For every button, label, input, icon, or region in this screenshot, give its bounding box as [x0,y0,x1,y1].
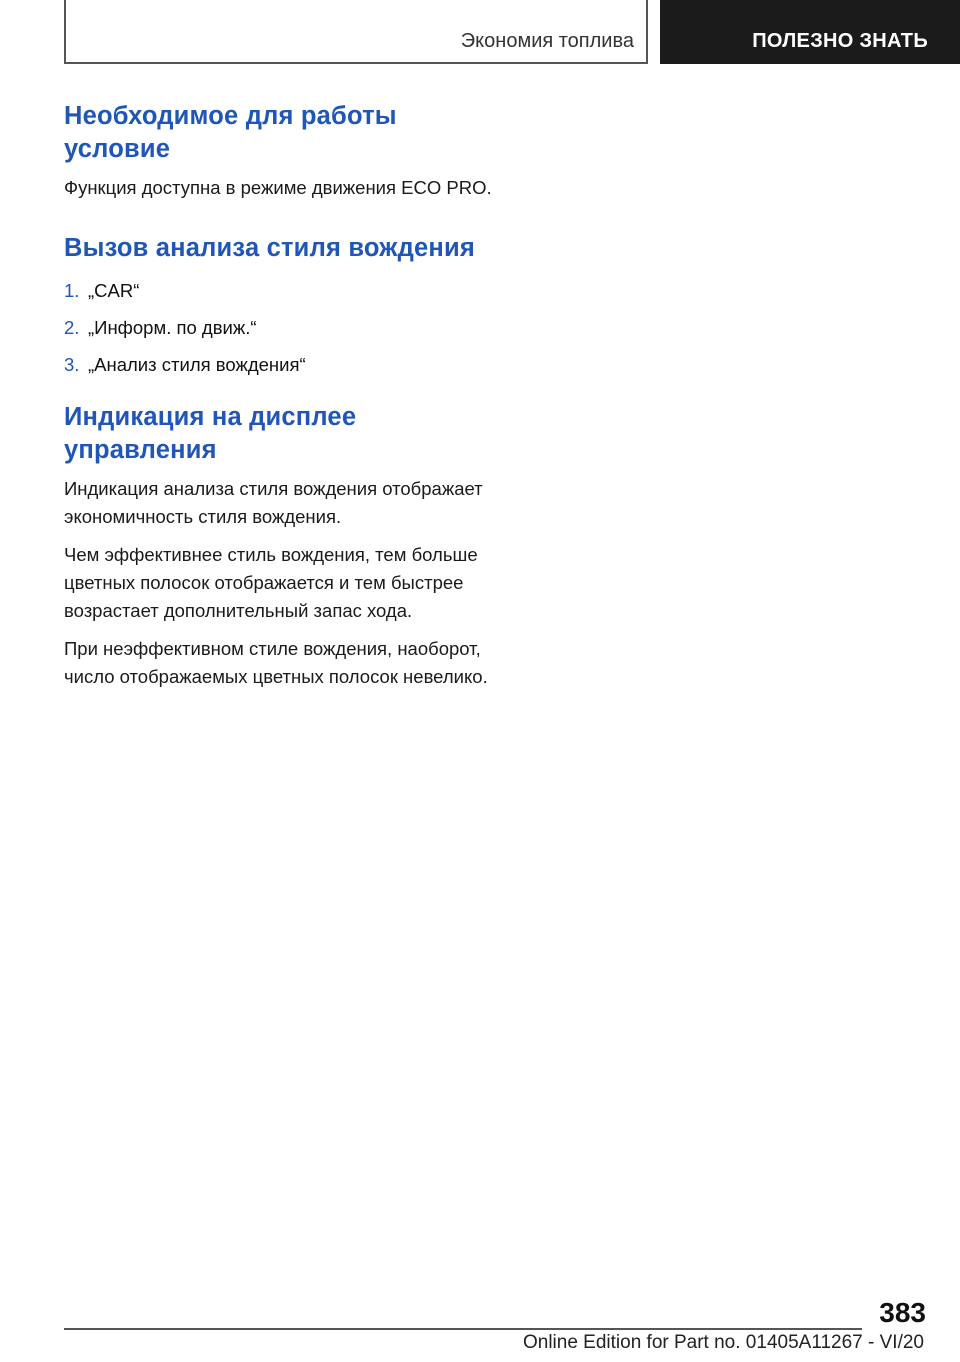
steps-list [64,277,492,379]
page-number: 383 [879,1297,926,1328]
step-text: „Информ. по движ.“ [88,317,257,338]
list-item [64,351,492,379]
paragraph-display-1: Индикация анализа стиля вождения отображает экономичность стиля вождения. [64,478,483,527]
heading-display: Индикация на дисплее управления [64,403,357,464]
paragraph-condition: Функция доступна в режиме движения ECO PRO. [64,177,492,198]
page-content [64,100,492,701]
step-number: 3. [64,354,80,375]
step-text: „Анализ стиля вождения“ [88,354,306,375]
paragraph-display-2: Чем эффективнее стиль вождения, тем больше цветных полосок отображается и тем быстрее возрастает дополнительный запас хода. [64,544,478,621]
header-section-box [64,0,648,64]
step-number: 1. [64,280,80,301]
section-label: Экономия топлива [460,30,634,52]
list-item [64,314,492,342]
paragraph-display-3: При неэффективном стиле вождения, наоборот, число отображаемых цветных полосок невелико. [64,638,488,687]
step-text: „CAR“ [88,280,140,301]
footer-divider [64,1328,862,1330]
heading-operating-condition: Необходимое для работы условие [64,102,397,163]
step-number: 2. [64,317,80,338]
footer-edition: Online Edition for Part no. 01405A11267 - VI/20 [522,1332,924,1353]
chapter-label: ПОЛЕЗНО ЗНАТЬ [752,30,928,52]
heading-call-analysis: Вызов анализа стиля вождения [64,234,475,262]
list-item [64,277,492,305]
chapter-tab [660,0,960,64]
